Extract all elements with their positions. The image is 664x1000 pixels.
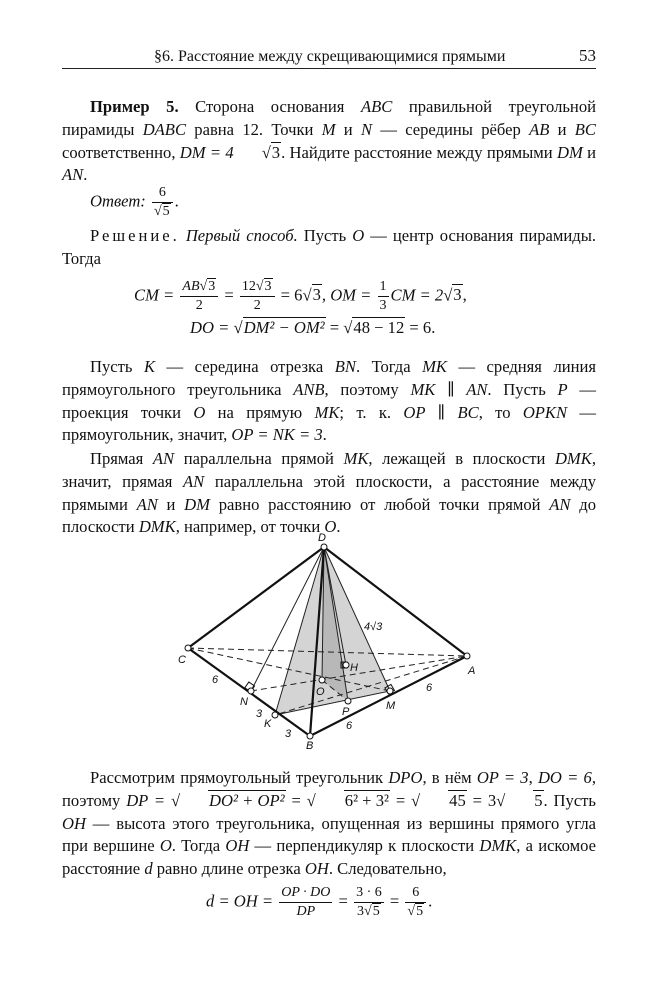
equation-do: DO = √DM² − OM² = √48 − 12 = 6.	[190, 318, 436, 337]
running-header	[62, 44, 596, 69]
label-d: D	[318, 532, 326, 544]
label-m: M	[386, 700, 396, 712]
label-k: K	[264, 718, 272, 730]
example-statement: Пример 5. Сторона основания ABC правильной треугольной пирамиды DABC равна 12. Точки M и N — середины рёбер AB и BC соответственно, DM = 4 √3. Найдите расстояние между прямыми DM и AN.	[62, 97, 597, 185]
paragraph-triangle-dpo: Рассмотрим прямоугольный треугольник DPO, в нём OP = 3, DO = 6, поэтому DP = √ DO² + OP² = √ 6² + 3² = √ 45 = 3√ 5. Пусть OH — высота этого треугольника, опущенная из вершины прямого угла при вершине O. Тогда OH — перпендикуляр к плоскости DMK, а искомое расстояние d равно длине отрезка OH. Следовательно,	[62, 768, 597, 879]
solution-intro: Решение. Первый способ. Пусть O — центр основания пирамиды. Тогда	[62, 226, 597, 268]
solution-word: Решение.	[90, 226, 180, 245]
label-p: P	[342, 706, 350, 718]
label-a: A	[468, 665, 476, 677]
label-seg-am: 6	[426, 682, 433, 694]
label-c: C	[178, 654, 186, 666]
paragraph-k-midpoint: Пусть K — середина отрезка BN. Тогда MK — средняя линия прямоугольного треугольника ANB, поэтому MK ∥ AN. Пусть P — проекция точки O на прямую MK; т. к. OP ∥ BC, то OPKN — прямоугольник, значит, OP = NK = 3.	[62, 357, 596, 445]
answer-line: Ответ: $\frac{6}{√5}$ .	[90, 185, 179, 219]
example-heading: Пример 5.	[90, 97, 179, 116]
label-b: B	[306, 740, 314, 750]
answer-label: Ответ:	[90, 191, 146, 211]
equation-cm-om: CM = $\frac{AB√3}{2}$ = $\frac{12√3}{2}$ = 6√3, OM = $\frac{1}{3}$ CM = 2√3,	[134, 279, 467, 313]
section-title: §6. Расстояние между скрещивающимися прямыми	[154, 48, 506, 65]
label-edge-dm: 4√3	[364, 621, 383, 633]
pyramid-figure	[160, 525, 500, 750]
paragraph-plane: Прямая AN параллельна прямой MK, лежащей в плоскости DMK, значит, прямая AN параллельна этой плоскости, а расстояние между прямыми AN и DM равно расстоянию от любой точки прямой AN до плоскости DMK, например, от точки O.	[62, 449, 596, 537]
answer-fraction: $\frac{6}{√5}$	[152, 184, 173, 221]
label-seg-kb: 3	[285, 728, 292, 740]
label-seg-bm: 6	[346, 720, 353, 732]
label-o: O	[316, 686, 325, 698]
page-number: 53	[579, 46, 596, 65]
equation-distance: d = OH = $\frac{OP \cdot DO}{DP}$ = $\frac{3 \cdot 6}{3√5}$ = $\frac{6}{√5}$ .	[206, 885, 433, 919]
sqrt: √3	[261, 142, 281, 162]
label-n: N	[240, 696, 248, 708]
label-seg-nk: 3	[256, 708, 263, 720]
label-h: H	[350, 662, 358, 674]
label-seg-cn: 6	[212, 674, 219, 686]
